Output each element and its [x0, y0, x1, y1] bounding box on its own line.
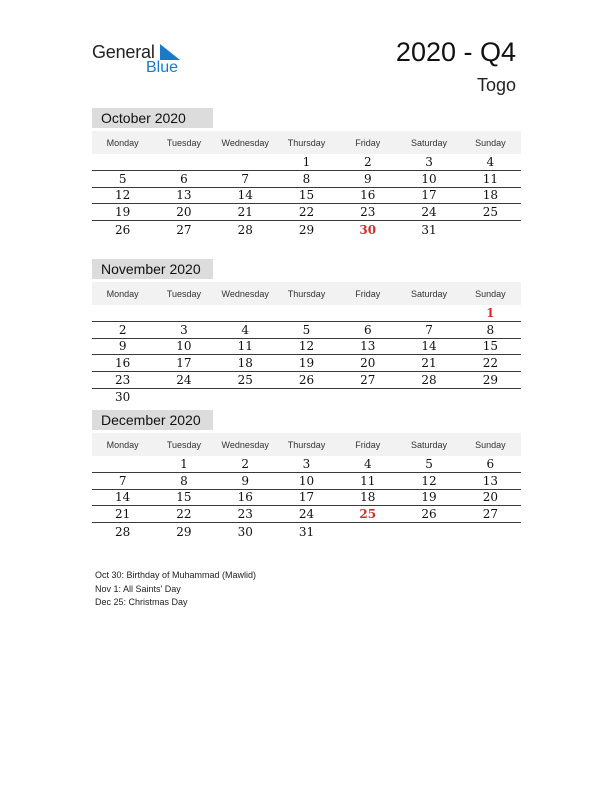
day-cell: 16	[360, 188, 376, 203]
week-row	[92, 322, 521, 339]
month-title: November 2020	[92, 259, 213, 279]
weekday-label: Thursday	[287, 137, 326, 148]
day-cell: 5	[302, 322, 311, 337]
day-cell: 27	[176, 222, 192, 237]
logo-text-general: General	[92, 42, 155, 62]
day-cell: 1	[486, 305, 495, 320]
month-block	[92, 108, 521, 238]
day-cell: 3	[180, 322, 188, 337]
day-cell: 28	[421, 373, 437, 388]
day-cell: 31	[421, 222, 437, 237]
day-cell: 28	[115, 524, 131, 539]
day-cell: 12	[421, 473, 437, 488]
day-cell: 17	[298, 490, 315, 505]
day-cell: 2	[118, 322, 127, 337]
day-cell: 5	[425, 456, 433, 471]
month-title: October 2020	[92, 108, 213, 128]
day-cell: 21	[421, 356, 437, 371]
weekday-label: Saturday	[411, 137, 448, 148]
day-cell: 3	[302, 456, 311, 471]
holiday-notes	[95, 569, 256, 610]
day-cell: 3	[425, 154, 433, 169]
day-cell: 9	[118, 339, 127, 354]
day-cell: 16	[115, 356, 131, 371]
day-cell: 7	[118, 473, 127, 488]
day-cell: 9	[363, 171, 372, 186]
week-row	[92, 355, 521, 372]
day-cell: 30	[237, 524, 253, 539]
weekday-header	[92, 131, 521, 154]
day-cell: 26	[115, 222, 131, 237]
day-cell: 17	[176, 356, 192, 371]
week-row	[92, 204, 521, 221]
day-cell: 18	[237, 356, 253, 371]
day-cell: 20	[360, 356, 376, 371]
day-cell: 6	[180, 171, 188, 186]
day-cell: 14	[421, 339, 437, 354]
day-cell: 20	[176, 205, 192, 220]
weekday-label: Tuesday	[166, 137, 202, 148]
holiday-note: Oct 30: Birthday of Muhammad (Mawlid)	[95, 570, 257, 580]
logo-text-blue: Blue	[146, 59, 179, 76]
day-cell: 19	[298, 356, 315, 371]
day-cell: 25	[359, 507, 377, 522]
day-cell: 21	[115, 507, 131, 522]
weekday-label: Tuesday	[166, 439, 202, 450]
day-cell: 29	[298, 222, 315, 237]
day-cell: 20	[482, 490, 498, 505]
week-row	[92, 389, 521, 406]
day-cell: 22	[298, 205, 315, 220]
day-cell: 2	[363, 154, 372, 169]
day-cell: 15	[298, 188, 315, 203]
day-cell: 12	[115, 188, 131, 203]
week-row	[92, 506, 521, 523]
weekday-label: Saturday	[411, 439, 448, 450]
day-cell: 7	[241, 171, 250, 186]
day-cell: 10	[421, 171, 437, 186]
day-cell: 11	[482, 171, 498, 186]
day-cell: 27	[360, 373, 376, 388]
day-cell: 10	[176, 339, 192, 354]
weekday-label: Sunday	[475, 137, 506, 148]
month-block	[92, 259, 521, 406]
week-row	[92, 305, 521, 322]
day-cell: 22	[176, 507, 192, 522]
week-row	[92, 456, 521, 473]
day-cell: 29	[176, 524, 192, 539]
day-cell: 14	[237, 188, 253, 203]
day-cell: 21	[237, 205, 253, 220]
day-cell: 12	[298, 339, 315, 354]
day-cell: 28	[237, 222, 253, 237]
day-cell: 13	[360, 339, 376, 354]
day-cell: 11	[237, 339, 253, 354]
weekday-label: Monday	[106, 439, 139, 450]
day-cell: 7	[425, 322, 433, 337]
day-cell: 24	[298, 507, 315, 522]
day-cell: 18	[360, 490, 376, 505]
day-cell: 26	[298, 373, 315, 388]
logo	[92, 40, 192, 80]
day-cell: 31	[298, 524, 315, 539]
weekday-label: Thursday	[287, 439, 326, 450]
day-cell: 29	[482, 373, 498, 388]
day-cell: 14	[115, 490, 131, 505]
day-cell: 5	[118, 171, 127, 186]
weekday-label: Friday	[355, 137, 381, 148]
weekday-label: Saturday	[411, 288, 448, 299]
day-cell: 13	[482, 473, 498, 488]
holiday-note: Dec 25: Christmas Day	[95, 597, 188, 607]
day-cell: 6	[363, 322, 372, 337]
week-row	[92, 188, 521, 205]
weekday-label: Tuesday	[166, 288, 202, 299]
day-cell: 30	[115, 390, 131, 405]
day-cell: 10	[298, 473, 315, 488]
weekday-label: Monday	[106, 288, 139, 299]
week-row	[92, 171, 521, 188]
weekday-label: Wednesday	[221, 439, 269, 450]
day-cell: 25	[237, 373, 253, 388]
day-cell: 30	[359, 222, 377, 237]
day-cell: 1	[180, 456, 188, 471]
day-cell: 11	[360, 473, 376, 488]
day-cell: 1	[302, 154, 311, 169]
day-cell: 4	[486, 154, 495, 169]
week-row	[92, 523, 521, 540]
week-row	[92, 154, 521, 171]
weekday-label: Thursday	[287, 288, 326, 299]
week-row	[92, 221, 521, 238]
week-row	[92, 339, 521, 356]
page-title: 2020 - Q4	[395, 37, 516, 67]
day-cell: 9	[241, 473, 250, 488]
weekday-label: Monday	[106, 137, 139, 148]
day-cell: 18	[482, 188, 498, 203]
day-cell: 16	[237, 490, 253, 505]
holiday-note: Nov 1: All Saints' Day	[95, 583, 181, 594]
weekday-header	[92, 282, 521, 305]
day-cell: 17	[421, 188, 437, 203]
day-cell: 8	[302, 171, 311, 186]
logo-triangle-icon	[160, 44, 180, 60]
day-cell: 23	[360, 205, 376, 220]
weekday-label: Friday	[355, 439, 381, 450]
day-cell: 19	[421, 490, 437, 505]
day-cell: 23	[115, 373, 131, 388]
day-cell: 13	[176, 188, 192, 203]
day-cell: 4	[241, 322, 250, 337]
week-row	[92, 372, 521, 389]
day-cell: 25	[482, 205, 498, 220]
country-name: Togo	[476, 75, 516, 95]
day-cell: 27	[482, 507, 498, 522]
weekday-label: Sunday	[475, 288, 506, 299]
weekday-label: Wednesday	[221, 137, 269, 148]
week-row	[92, 473, 521, 490]
day-cell: 24	[176, 373, 192, 388]
weekday-header	[92, 433, 521, 456]
day-cell: 24	[421, 205, 437, 220]
weekday-label: Wednesday	[221, 288, 269, 299]
weekday-label: Sunday	[475, 439, 506, 450]
day-cell: 15	[482, 339, 498, 354]
day-cell: 19	[115, 205, 131, 220]
week-row	[92, 490, 521, 507]
day-cell: 6	[486, 456, 495, 471]
weekday-label: Friday	[355, 288, 381, 299]
day-cell: 8	[180, 473, 188, 488]
day-cell: 4	[363, 456, 372, 471]
day-cell: 8	[486, 322, 495, 337]
day-cell: 26	[421, 507, 437, 522]
month-block	[92, 410, 521, 540]
day-cell: 15	[176, 490, 192, 505]
month-title: December 2020	[92, 410, 213, 430]
day-cell: 23	[237, 507, 253, 522]
day-cell: 2	[241, 456, 250, 471]
day-cell: 22	[482, 356, 498, 371]
